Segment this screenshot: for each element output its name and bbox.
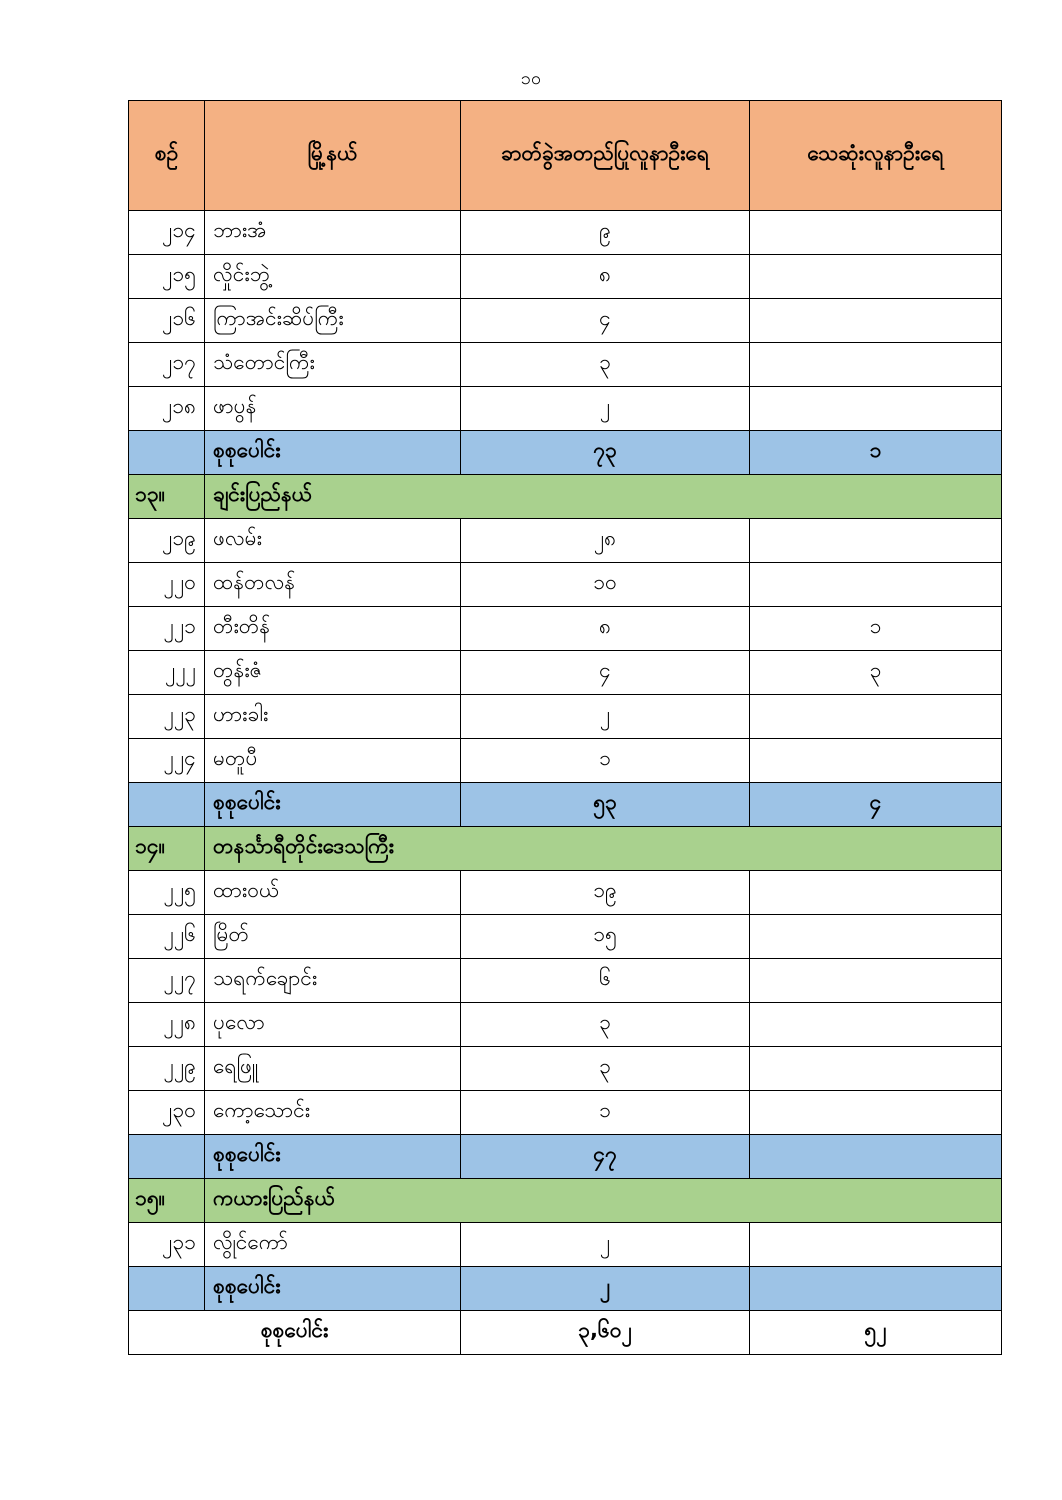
header-deaths: သေဆုံးလူနာဦးရေ [750, 101, 1002, 211]
confirmed-count: ၅၃ [461, 783, 750, 827]
confirmed-count: ၄ [461, 651, 750, 695]
death-count [750, 871, 1002, 915]
death-count [750, 915, 1002, 959]
death-count [750, 563, 1002, 607]
row-number: ၂၃၁ [129, 1223, 205, 1267]
row-number [129, 783, 205, 827]
table-row [129, 695, 1002, 739]
township-name: ဖလမ်း [205, 519, 461, 563]
row-number: ၂၁၇ [129, 343, 205, 387]
confirmed-count: ၁၀ [461, 563, 750, 607]
row-number: ၂၂၅ [129, 871, 205, 915]
table-row [129, 607, 1002, 651]
table-row [129, 1091, 1002, 1135]
row-number: ၂၂၃ [129, 695, 205, 739]
confirmed-count: ၂၈ [461, 519, 750, 563]
row-number: ၂၁၆ [129, 299, 205, 343]
death-count [750, 387, 1002, 431]
table-row [129, 871, 1002, 915]
township-name: ပုလော [205, 1003, 461, 1047]
row-number: ၂၁၉ [129, 519, 205, 563]
row-number: ၂၂၆ [129, 915, 205, 959]
death-count [750, 1047, 1002, 1091]
table-header-row [129, 101, 1002, 211]
confirmed-count: ၂ [461, 387, 750, 431]
row-number: ၂၁၈ [129, 387, 205, 431]
township-name: လှိုင်းဘွဲ့ [205, 255, 461, 299]
death-count [750, 1003, 1002, 1047]
confirmed-count: ၃ [461, 1047, 750, 1091]
death-count [750, 299, 1002, 343]
state-header-row [129, 1179, 1002, 1223]
table-row [129, 739, 1002, 783]
confirmed-count: ၂ [461, 1267, 750, 1311]
death-count [750, 695, 1002, 739]
header-township: မြို့နယ် [205, 101, 461, 211]
subtotal-row [129, 783, 1002, 827]
row-number [129, 431, 205, 475]
state-name: ကယားပြည်နယ် [205, 1179, 1002, 1223]
township-name: ထားဝယ် [205, 871, 461, 915]
row-number: ၂၂၄ [129, 739, 205, 783]
township-name: ကြာအင်းဆိပ်ကြီး [205, 299, 461, 343]
confirmed-count: ၄ [461, 299, 750, 343]
table-row [129, 255, 1002, 299]
death-count [750, 1091, 1002, 1135]
row-number: ၂၂၂ [129, 651, 205, 695]
table-row [129, 387, 1002, 431]
death-count: ၁ [750, 431, 1002, 475]
confirmed-count: ၈ [461, 607, 750, 651]
state-name: တနင်္သာရီတိုင်းဒေသကြီး [205, 827, 1002, 871]
township-name: သရက်ချောင်း [205, 959, 461, 1003]
state-number: ၁၄။ [129, 827, 205, 871]
table-row [129, 563, 1002, 607]
header-confirmed: ခာတ်ခွဲအတည်ပြုလူနာဦးရေ [461, 101, 750, 211]
table-row [129, 519, 1002, 563]
row-number: ၂၂၈ [129, 1003, 205, 1047]
row-number: ၂၃၀ [129, 1091, 205, 1135]
row-number [129, 1267, 205, 1311]
death-count [750, 343, 1002, 387]
township-name: ကော့သောင်း [205, 1091, 461, 1135]
table-body [129, 211, 1002, 1311]
table-row [129, 651, 1002, 695]
confirmed-count: ၂ [461, 1223, 750, 1267]
township-name: စုစုပေါင်း [205, 1267, 461, 1311]
death-count: ၁ [750, 607, 1002, 651]
table-row [129, 1003, 1002, 1047]
grand-total-label: စုစုပေါင်း [129, 1311, 461, 1355]
confirmed-count: ၁၅ [461, 915, 750, 959]
grand-total-confirmed: ၃,၆၀၂ [461, 1311, 750, 1355]
township-name: ဘားအံ [205, 211, 461, 255]
confirmed-count: ၃ [461, 343, 750, 387]
township-name: လွိုင်ကော် [205, 1223, 461, 1267]
township-name: ဟားခါး [205, 695, 461, 739]
confirmed-count: ၃ [461, 1003, 750, 1047]
confirmed-count: ၇၃ [461, 431, 750, 475]
subtotal-row [129, 1135, 1002, 1179]
confirmed-count: ၄၇ [461, 1135, 750, 1179]
confirmed-count: ၂ [461, 695, 750, 739]
death-count [750, 255, 1002, 299]
death-count [750, 1267, 1002, 1311]
township-name: မတူပီ [205, 739, 461, 783]
state-header-row [129, 475, 1002, 519]
death-count [750, 1135, 1002, 1179]
table-row [129, 915, 1002, 959]
page-number: ၁၀ [520, 68, 542, 89]
row-number [129, 1135, 205, 1179]
row-number: ၂၂၀ [129, 563, 205, 607]
death-count [750, 959, 1002, 1003]
row-number: ၂၂၉ [129, 1047, 205, 1091]
header-no: စဉ် [129, 101, 205, 211]
death-count [750, 211, 1002, 255]
state-number: ၁၅။ [129, 1179, 205, 1223]
township-name: သံတောင်ကြီး [205, 343, 461, 387]
state-header-row [129, 827, 1002, 871]
table-row [129, 959, 1002, 1003]
death-count: ၄ [750, 783, 1002, 827]
state-number: ၁၃။ [129, 475, 205, 519]
death-count [750, 519, 1002, 563]
township-name: စုစုပေါင်း [205, 431, 461, 475]
death-count: ၃ [750, 651, 1002, 695]
grand-total-row [129, 1311, 1002, 1355]
confirmed-count: ၁ [461, 1091, 750, 1135]
state-name: ချင်းပြည်နယ် [205, 475, 1002, 519]
township-cases-table [128, 100, 1002, 1355]
subtotal-row [129, 431, 1002, 475]
confirmed-count: ၁၉ [461, 871, 750, 915]
death-count [750, 1223, 1002, 1267]
table-row [129, 343, 1002, 387]
confirmed-count: ၈ [461, 255, 750, 299]
row-number: ၂၂၁ [129, 607, 205, 651]
row-number: ၂၁၅ [129, 255, 205, 299]
confirmed-count: ၉ [461, 211, 750, 255]
row-number: ၂၂၇ [129, 959, 205, 1003]
grand-total-deaths: ၅၂ [750, 1311, 1002, 1355]
table-row [129, 211, 1002, 255]
township-name: မြိတ် [205, 915, 461, 959]
table-row [129, 1223, 1002, 1267]
township-name: တွန်းဇံ [205, 651, 461, 695]
subtotal-row [129, 1267, 1002, 1311]
township-name: တီးတိန် [205, 607, 461, 651]
township-name: ထန်တလန် [205, 563, 461, 607]
township-name: ဖာပွန် [205, 387, 461, 431]
confirmed-count: ၆ [461, 959, 750, 1003]
township-name: စုစုပေါင်း [205, 783, 461, 827]
row-number: ၂၁၄ [129, 211, 205, 255]
township-name: ရေဖြူ [205, 1047, 461, 1091]
confirmed-count: ၁ [461, 739, 750, 783]
death-count [750, 739, 1002, 783]
table-row [129, 299, 1002, 343]
township-name: စုစုပေါင်း [205, 1135, 461, 1179]
table-row [129, 1047, 1002, 1091]
